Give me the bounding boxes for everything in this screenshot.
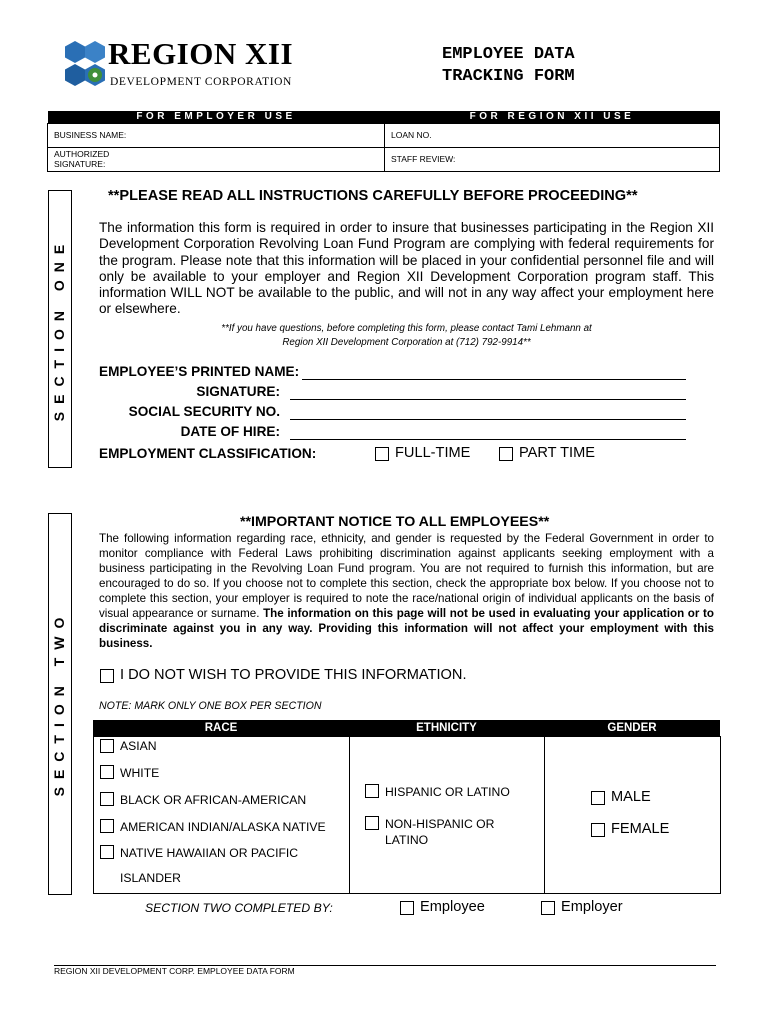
authorized-label-line2: SIGNATURE:	[54, 158, 106, 169]
logo-subtitle: DEVELOPMENT CORPORATION	[110, 76, 292, 88]
part-time-checkbox[interactable]	[499, 447, 513, 461]
full-time-label: FULL-TIME	[395, 445, 471, 461]
footer-text: REGION XII DEVELOPMENT CORP. EMPLOYEE DATA FORM	[54, 966, 295, 976]
form-title	[442, 44, 575, 88]
part-time-label: PART TIME	[519, 445, 595, 461]
region-use-header: FOR REGION XII USE	[385, 111, 720, 124]
loan-no-field[interactable]: LOAN NO.	[385, 124, 720, 148]
signature-input[interactable]	[290, 399, 686, 400]
notice-bold-text: The information on this page will not be used in evaluating your application or to discriminate against you in any way. Providing this information will not affect your employment with this business.	[99, 607, 714, 650]
non-hispanic-label-line2: LATINO	[385, 833, 429, 847]
mark-one-note: NOTE: MARK ONLY ONE BOX PER SECTION	[99, 700, 322, 712]
completed-by-label: SECTION TWO COMPLETED BY:	[145, 901, 333, 915]
form-title-line2: TRACKING FORM	[442, 67, 575, 86]
section-two-label: SECTION TWO	[51, 609, 67, 797]
logo-mark	[62, 40, 108, 88]
section-one-heading: **PLEASE READ ALL INSTRUCTIONS CAREFULLY BEFORE PROCEEDING**	[108, 188, 638, 204]
contact-note-line2: Region XII Development Corporation at (712) 792-9914**	[282, 337, 531, 348]
office-use-table	[47, 111, 720, 172]
employer-use-header: FOR EMPLOYER USE	[48, 111, 385, 124]
column-divider	[349, 736, 350, 893]
ssn-label: SOCIAL SECURITY NO.	[128, 404, 280, 419]
black-label: BLACK OR AFRICAN-AMERICAN	[120, 793, 307, 807]
business-name-field[interactable]: BUSINESS NAME:	[48, 124, 385, 148]
ethnicity-column-header: ETHNICITY	[349, 720, 544, 736]
authorized-signature-field[interactable]	[48, 148, 385, 172]
demographics-table	[93, 736, 721, 894]
ssn-input[interactable]	[290, 419, 686, 420]
notice-text: The following information regarding race, ethnicity, and gender is requested by the Federal Government in order to monitor compliance with Federal Laws prohibiting discrimination against applicants seeking employment with a business participating in the Revolving Loan Fund program. You are not required to furnish this information, but are encouraged to do so. If you choose not to complete this section, check the appropriate box below. If you choose not to complete this section, your employer is required to note the race/national origin of individual applicants on the basis of visual appearance or surname.	[99, 532, 714, 620]
white-label: WHITE	[120, 766, 160, 780]
full-time-checkbox[interactable]	[375, 447, 389, 461]
completed-by-employee-checkbox[interactable]	[400, 901, 414, 915]
american-indian-label: AMERICAN INDIAN/ALASKA NATIVE	[120, 820, 326, 834]
white-checkbox[interactable]	[100, 765, 114, 779]
contact-note	[99, 322, 714, 350]
hispanic-checkbox[interactable]	[365, 784, 379, 798]
black-checkbox[interactable]	[100, 792, 114, 806]
printed-name-label: EMPLOYEE’S PRINTED NAME:	[99, 364, 300, 379]
logo-title: REGION XII	[108, 36, 294, 71]
form-title-line1: EMPLOYEE DATA	[442, 45, 575, 64]
american-indian-checkbox[interactable]	[100, 819, 114, 833]
completed-by-employer-checkbox[interactable]	[541, 901, 555, 915]
male-label: MALE	[611, 789, 651, 805]
native-hawaiian-checkbox[interactable]	[100, 845, 114, 859]
section-one-intro: The information this form is required in order to insure that businesses participating in the Region XII Development Corporation Revolving Loan Fund Program are complying with federal requirements for the program. Please note that this information will be placed in your confidential personnel file and will only be available to your employer and Region XII Development Corporation program staff. This information WILL NOT be available to the public, and will not in any way affect your employment here or elsewhere.	[99, 220, 714, 317]
contact-note-line1: **If you have questions, before completing this form, please contact Tami Lehmann at	[221, 323, 592, 334]
native-hawaiian-label: NATIVE HAWAIIAN OR PACIFIC	[120, 846, 299, 860]
opt-out-label: I DO NOT WISH TO PROVIDE THIS INFORMATION.	[120, 667, 467, 683]
native-hawaiian-label-line2: ISLANDER	[120, 871, 181, 885]
asian-label: ASIAN	[120, 739, 157, 753]
section-two-notice	[99, 531, 714, 651]
authorized-label-line1: AUTHORIZED	[54, 149, 110, 159]
staff-review-field[interactable]: STAFF REVIEW:	[385, 148, 720, 172]
race-column-header: RACE	[93, 720, 349, 736]
column-divider	[544, 736, 545, 893]
classification-label: EMPLOYMENT CLASSIFICATION:	[99, 446, 317, 461]
section-two-heading: **IMPORTANT NOTICE TO ALL EMPLOYEES**	[240, 514, 550, 530]
completed-by-employee-label: Employee	[420, 899, 485, 915]
signature-label: SIGNATURE:	[196, 384, 280, 399]
female-label: FEMALE	[611, 821, 670, 837]
date-of-hire-input[interactable]	[290, 439, 686, 440]
gender-column-header: GENDER	[544, 720, 720, 736]
date-of-hire-label: DATE OF HIRE:	[180, 424, 280, 439]
non-hispanic-label: NON-HISPANIC OR	[385, 817, 495, 831]
section-one-label: SECTION ONE	[51, 236, 67, 422]
printed-name-input[interactable]	[302, 379, 686, 380]
female-checkbox[interactable]	[591, 823, 605, 837]
asian-checkbox[interactable]	[100, 739, 114, 753]
completed-by-employer-label: Employer	[561, 899, 623, 915]
hispanic-label: HISPANIC OR LATINO	[385, 785, 510, 799]
male-checkbox[interactable]	[591, 791, 605, 805]
opt-out-checkbox[interactable]	[100, 669, 114, 683]
non-hispanic-checkbox[interactable]	[365, 816, 379, 830]
